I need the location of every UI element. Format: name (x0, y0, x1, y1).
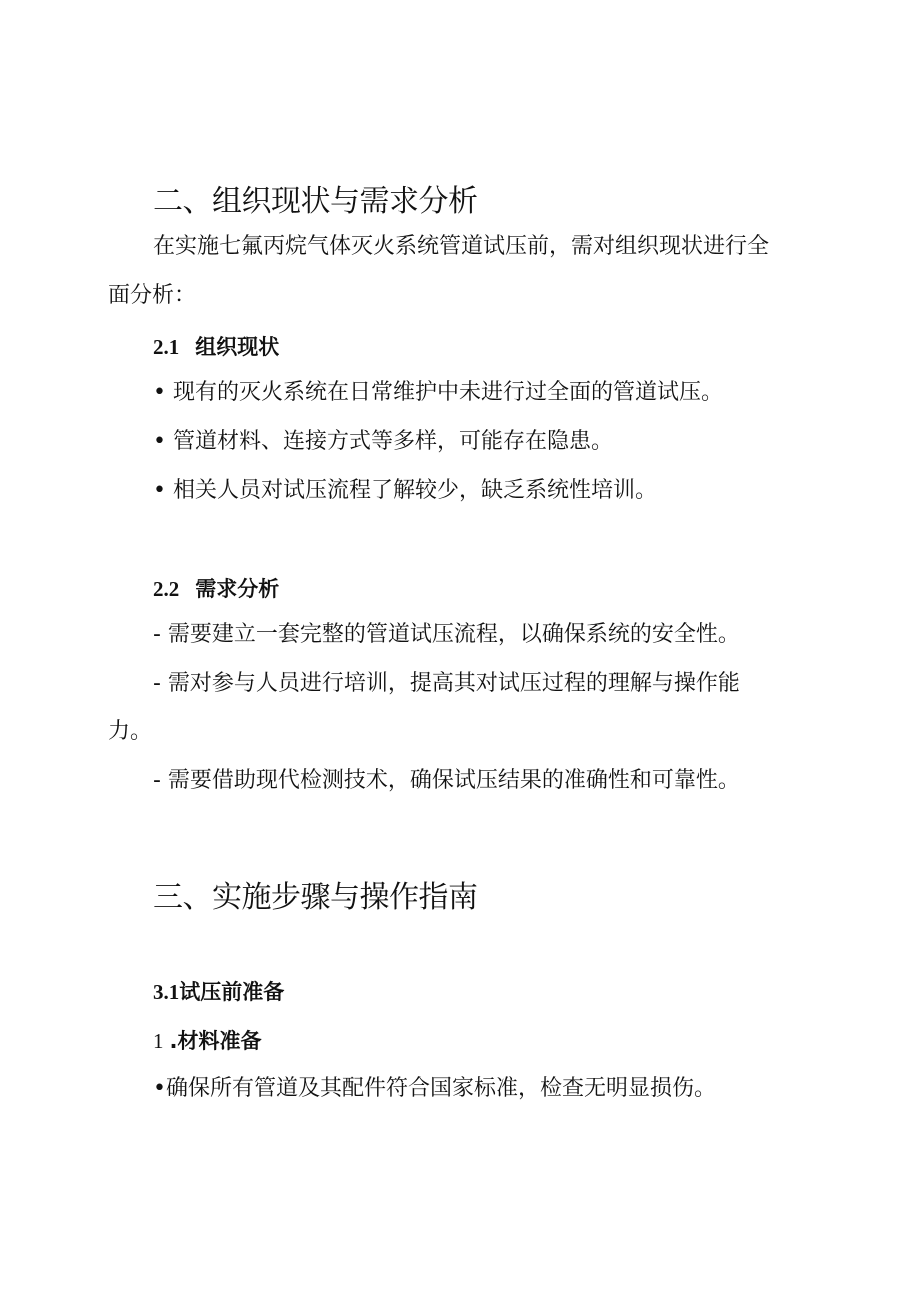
subsection-2-2-title: 需求分析 (195, 577, 280, 601)
subsection-2-1-heading (153, 331, 279, 361)
subsection-2-1-number: 2.1 (153, 335, 180, 359)
subsection-2-1-title: 组织现状 (195, 335, 280, 359)
list-item: • 相关人员对试压流程了解较少，缺乏系统性培训。 (153, 478, 657, 503)
subsection-2-2-number: 2.2 (153, 577, 180, 601)
list-item: • 现有的灭火系统在日常维护中未进行过全面的管道试压。 (153, 380, 723, 405)
subsection-2-2-heading (153, 573, 279, 603)
subsection-3-1-title: 试压前准备 (179, 980, 285, 1004)
list-item: - 需要建立一套完整的管道试压流程，以确保系统的安全性。 (153, 622, 740, 647)
subsection-3-1-heading (153, 976, 284, 1006)
list-item: •确保所有管道及其配件符合国家标准，检查无明显损伤。 (153, 1076, 716, 1101)
list-item-continuation: 力。 (108, 719, 153, 744)
section-2-intro-line-1: 在实施七氟丙烷气体灭火系统管道试压前，需对组织现状进行全 (153, 234, 770, 259)
list-item: - 需对参与人员进行培训，提高其对试压过程的理解与操作能 (153, 671, 740, 696)
section-2-title: 二、组织现状与需求分析 (153, 184, 478, 219)
subsection-3-1-number: 3.1 (153, 980, 180, 1004)
list-item: - 需要借助现代检测技术，确保试压结果的准确性和可靠性。 (153, 768, 740, 793)
step-1-title: .材料准备 (169, 1029, 262, 1053)
step-1-heading (153, 1025, 261, 1055)
section-2-intro-line-2: 面分析： (108, 283, 197, 308)
step-1-number: 1 (153, 1029, 164, 1053)
section-3-title: 三、实施步骤与操作指南 (153, 880, 478, 915)
list-item: • 管道材料、连接方式等多样，可能存在隐患。 (153, 429, 613, 454)
